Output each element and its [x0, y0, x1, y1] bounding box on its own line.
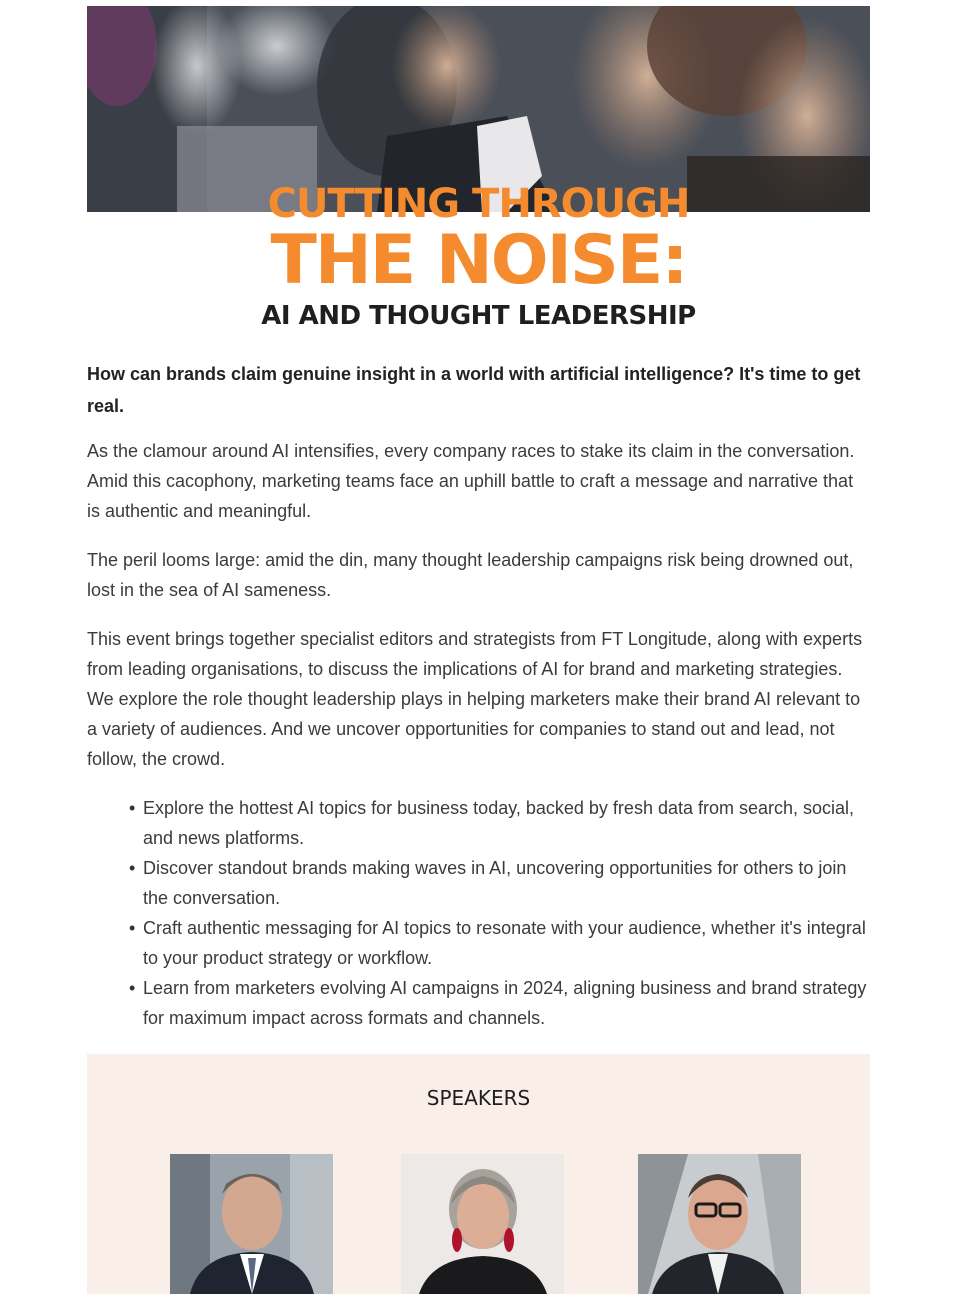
bullet-item: • Learn from marketers evolving AI campaigns in 2024, aligning business and brand strategy for maximum impact across formats and channels. [143, 973, 870, 1033]
headline-subtitle: AI AND THOUGHT LEADERSHIP [261, 301, 696, 331]
speaker-photo[interactable] [401, 1154, 564, 1294]
speaker-portrait-image [638, 1154, 801, 1294]
headline-line-2: THE NOISE: [270, 221, 687, 300]
bullet-item: • Explore the hottest AI topics for business today, backed by fresh data from search, social, and news platforms. [143, 793, 870, 853]
bullet-item: • Craft authentic messaging for AI topics to resonate with your audience, whether it's integral to your product strategy or workflow. [143, 913, 870, 973]
headline-line-1: CUTTING THROUGH [267, 181, 690, 227]
body-paragraph: As the clamour around AI intensifies, every company races to stake its claim in the conversation. Amid this cacophony, marketing teams face an uphill battle to craft a message and narrative that is authentic and meaningful. [87, 441, 855, 521]
speaker-photo[interactable] [170, 1154, 333, 1294]
speakers-section [87, 1054, 870, 1294]
bullet-list [87, 793, 870, 1033]
email-content [87, 6, 870, 1110]
lead-paragraph: How can brands claim genuine insight in a world with artificial intelligence? It's time to get real. [87, 364, 861, 416]
speakers-heading: SPEAKERS [426, 1086, 531, 1110]
body-paragraph: The peril looms large: amid the din, many thought leadership campaigns risk being drowned out, lost in the sea of AI sameness. [87, 550, 854, 600]
speaker-portrait-image [170, 1154, 333, 1294]
speaker-photo[interactable] [638, 1154, 801, 1294]
bullet-item: • Discover standout brands making waves in AI, uncovering opportunities for others to join the conversation. [143, 853, 870, 913]
speaker-portrait-image [401, 1154, 564, 1294]
hero-headline [87, 182, 870, 334]
article-body [87, 358, 870, 1033]
body-paragraph: This event brings together specialist editors and strategists from FT Longitude, along with experts from leading organisations, to discuss the implications of AI for brand and marketing strategies. We explore the role thought leadership plays in helping marketers make their brand AI relevant to a variety of audiences. And we uncover opportunities for companies to stand out and lead, not follow, the crowd. [87, 629, 863, 769]
